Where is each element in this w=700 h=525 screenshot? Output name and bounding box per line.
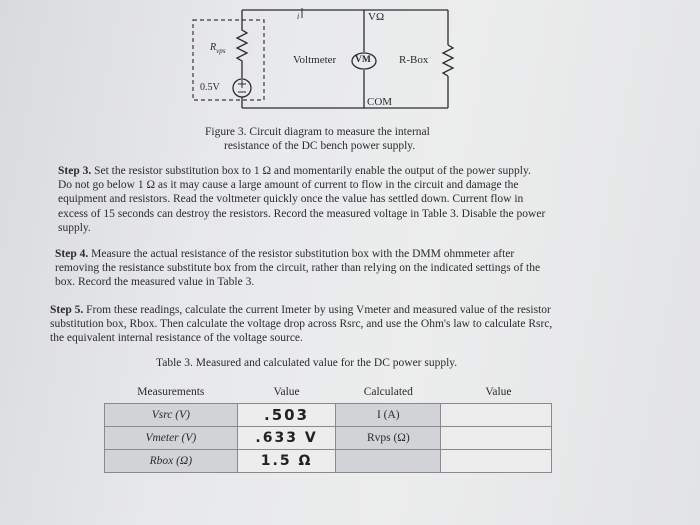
value-cell[interactable] [237, 404, 336, 427]
calc-value-cell[interactable] [441, 450, 552, 473]
value-cell[interactable] [237, 450, 336, 473]
step-3-line: supply. [58, 221, 91, 234]
measurement-cell: Vsrc (V) [105, 404, 238, 427]
step-label: Step 5. [50, 304, 84, 316]
table-row [105, 450, 552, 473]
calculated-cell: Rvps (Ω) [336, 427, 441, 450]
table-row [105, 427, 552, 450]
table-row [105, 404, 552, 427]
rvps-letter: R [210, 42, 217, 53]
figure-caption [205, 125, 430, 153]
step-text: From these readings, calculate the current Imeter by using Vmeter and measured value of the resistor [86, 304, 551, 316]
step-3-line [58, 164, 618, 178]
step-3 [58, 164, 618, 235]
measurements-table [104, 381, 552, 473]
step-4-line [55, 247, 615, 261]
step-3-line: equipment and resistors. Read the voltmeter quickly once the value has settled down. Current flow in [58, 193, 524, 206]
step-3-line: excess of 15 seconds can destroy the resistors. Record the measured voltage in Table 3. Disable the power [58, 207, 546, 220]
step-5 [50, 303, 620, 346]
com-label: COM [367, 96, 393, 108]
step-5-line [50, 303, 620, 317]
figure-caption-line: resistance of the DC bench power supply. [224, 140, 416, 152]
step-text: Measure the actual resistance of the resistor substitution box with the DMM ohmmeter after [91, 248, 515, 260]
handwritten-value: .503 [264, 406, 310, 424]
header-measurements: Measurements [137, 386, 205, 398]
step-text: Set the resistor substitution box to 1 Ω and momentarily enable the output of the power supply. [94, 165, 531, 177]
calculated-cell: I (A) [336, 404, 441, 427]
table-caption: Table 3. Measured and calculated value for the DC power supply. [156, 357, 458, 369]
step-label: Step 3. [58, 165, 92, 177]
source-label: 0.5V [200, 82, 220, 93]
calculated-cell [336, 450, 441, 473]
calc-value-cell[interactable] [441, 404, 552, 427]
figure-caption-line: Figure 3. Circuit diagram to measure the internal [205, 126, 430, 138]
vm-label: VM [355, 55, 371, 65]
handwritten-value: .633 V [255, 430, 318, 446]
rvps-sub: vps [216, 47, 226, 55]
table-header-row [105, 381, 552, 404]
voltmeter-label: Voltmeter [293, 54, 337, 66]
value-cell[interactable] [237, 427, 336, 450]
vohm-label: VΩ [368, 11, 385, 23]
step-4-line: removing the resistance substitute box from the circuit, rather than relying on the indicated settings of the [55, 262, 541, 275]
current-label: i [297, 12, 300, 21]
step-5-line: substitution box, Rbox. Then calculate the voltage drop across Rsrc, and use the Ohm's law to calculate Rsrc, [50, 318, 553, 331]
step-3-line: Do not go below 1 Ω as it may cause a large amount of current to flow in the circuit and damage the [58, 179, 519, 192]
measurement-cell: Rbox (Ω) [105, 450, 238, 473]
header-calculated: Calculated [363, 386, 413, 398]
step-5-line: the equivalent internal resistance of the voltage source. [50, 332, 303, 345]
step-4-line: box. Record the measured value in Table 3. [55, 276, 255, 289]
measurement-cell: Vmeter (V) [105, 427, 238, 450]
calc-value-cell[interactable] [441, 427, 552, 450]
handwritten-value: 1.5 Ω [260, 453, 313, 469]
header-value: Value [273, 386, 300, 398]
rbox-label: R-Box [399, 54, 429, 66]
header-value-2: Value [485, 386, 512, 398]
step-label: Step 4. [55, 248, 89, 260]
rvps-label [210, 42, 225, 55]
step-4 [55, 247, 615, 290]
